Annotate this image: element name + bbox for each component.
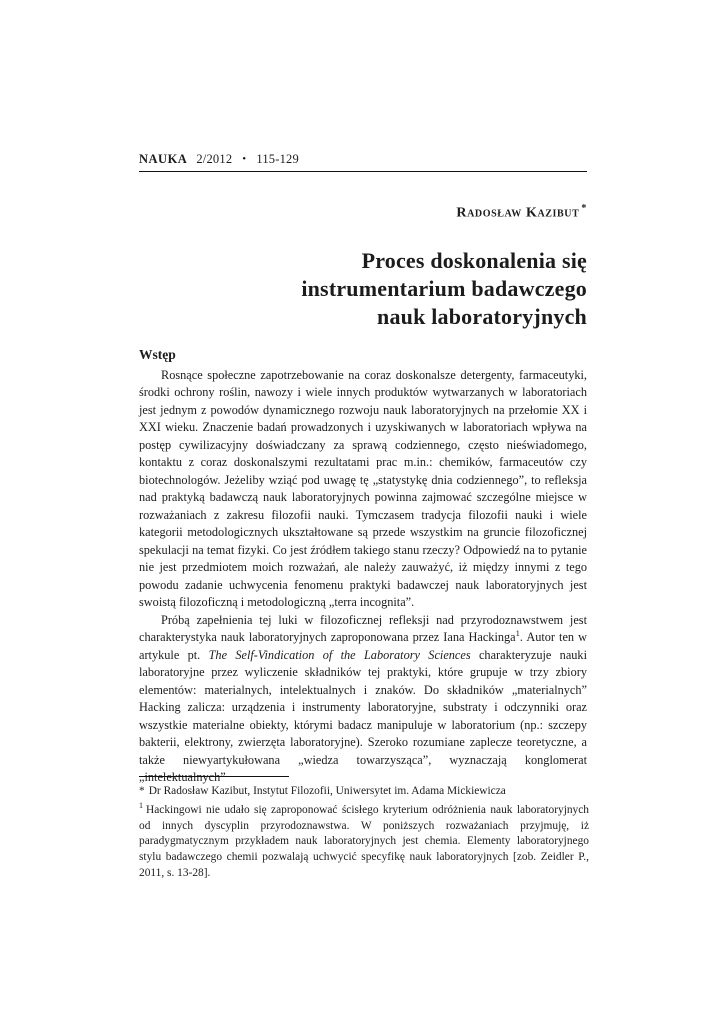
footnote-1-text: Hackingowi nie udało się zaproponować ścisłego kryterium odróżnienia nauk laboratoryjnych od innych dyscyplin przyrodoznawstwa. W poniższych rozważaniach przyjmuję, iż paradygmatycznym przykładem nauk laboratoryjnych jest chemia. Elementy laboratoryjnego stylu badawczego chemii pozwalają uchwycić specyfikę nauk laboratoryjnych [zob. Zeidler P., 2011, s. 13-28]. bbox=[139, 803, 589, 879]
body-paragraph-1: Rosnące społeczne zapotrzebowanie na coraz doskonalsze detergenty, farmaceutyki, środki ochrony roślin, nawozy i wiele innych produktów wytwarzanych w laboratoriach jest jednym z powodów dynamicznego rozwoju nauk laboratoryjnych na przełomie XX i XXI wieku. Znaczenie badań prowadzonych i uzyskiwanych w laboratoriach wpływa na postęp cywilizacyjny doświadczany za sprawą codziennego, często nieświadomego, kontaktu z coraz doskonalszymi rezultatami prac m.in.: chemików, farmaceutów czy biotechnologów. Jeżeliby wziąć pod uwagę tę „statystykę dnia codziennego”, to refleksja nad praktyką badawczą nauk laboratoryjnych powinna zajmować szczególne miejsce w rozważaniach z zakresu filozofii nauki. Tymczasem tradycja filozofii nauki i wiele kategorii metodologicznych ukształtowane są przede wszystkim na gruncie filozoficznej spekulacji na temat fizyki. Co jest źródłem takiego stanu rzeczy? Odpowiedź na to pytanie nie jest przedmiotem moich rozważań, ale należy zauważyć, iż między innymi z tego powodu zadanie uchwycenia fenomenu praktyki badawczej nauk laboratoryjnych jest swoistą filozoficzną i metodologiczną „terra incognita”. bbox=[139, 367, 587, 610]
footnote-block bbox=[139, 776, 589, 885]
running-head bbox=[139, 152, 587, 167]
body-paragraph-2 bbox=[139, 612, 587, 787]
paragraph-2-text-start: Próbą zapełnienia tej luki w filozoficznej refleksji nad przyrodoznawstwem jest charakterystyka nauk laboratoryjnych zaproponowana przez Iana Hackinga bbox=[139, 612, 587, 645]
journal-issue: 2/2012 bbox=[196, 152, 233, 166]
footnote-reference-1: 1 bbox=[515, 628, 520, 639]
paragraph-2-text-mid: . Autor ten w artykule pt. bbox=[139, 630, 588, 662]
paragraph-2-text-end: charakteryzuje nauki laboratoryjne przez wyliczenie składników tej praktyki, które grupuje w trzy zbiory elementów: materialnych, intelektualnych i znaków. Do składników „materialnych” Hacking zalicza: urządzenia i instrumenty laboratoryjne, substraty i odczynniki oraz wszystkie materialne obiekty, którymi badacz manipuluje w laboratorium (np.: szczepy bakterii, elektrony, zwierzęta laboratoryjne). Szeroko rozumiane zaplecze teoretyczne, a także niewyartykułowana „wiedza towarzysząca”, wyznaczają konglomerat „intelektualnych” bbox=[139, 647, 587, 785]
footnote-asterisk-marker: * bbox=[139, 785, 145, 797]
footnote-rule bbox=[139, 776, 289, 777]
page-content bbox=[139, 0, 589, 879]
footnote-asterisk-text: Dr Radosław Kazibut, Instytut Filozofii, Uniwersytet im. Adama Mickiewicza bbox=[148, 785, 506, 797]
page-range: 115-129 bbox=[256, 152, 299, 166]
article-title bbox=[139, 247, 587, 331]
cited-article-title: The Self-Vindication of the Laboratory Sciences bbox=[208, 647, 471, 662]
title-line-3: nauk laboratoryjnych bbox=[377, 303, 587, 329]
author-footnote-marker: * bbox=[581, 203, 587, 214]
journal-name: NAUKA bbox=[139, 152, 188, 166]
header-rule bbox=[139, 171, 587, 172]
title-line-2: instrumentarium badawczego bbox=[301, 275, 587, 301]
footnote-asterisk bbox=[139, 784, 589, 800]
title-line-1: Proces doskonalenia się bbox=[361, 247, 587, 273]
author-name: Radosław Kazibut bbox=[456, 205, 580, 221]
footnote-1 bbox=[139, 803, 589, 882]
bullet-separator: • bbox=[242, 153, 247, 165]
section-heading: Wstęp bbox=[139, 346, 176, 362]
author-line bbox=[139, 203, 587, 222]
footnote-1-marker: 1 bbox=[139, 801, 143, 810]
